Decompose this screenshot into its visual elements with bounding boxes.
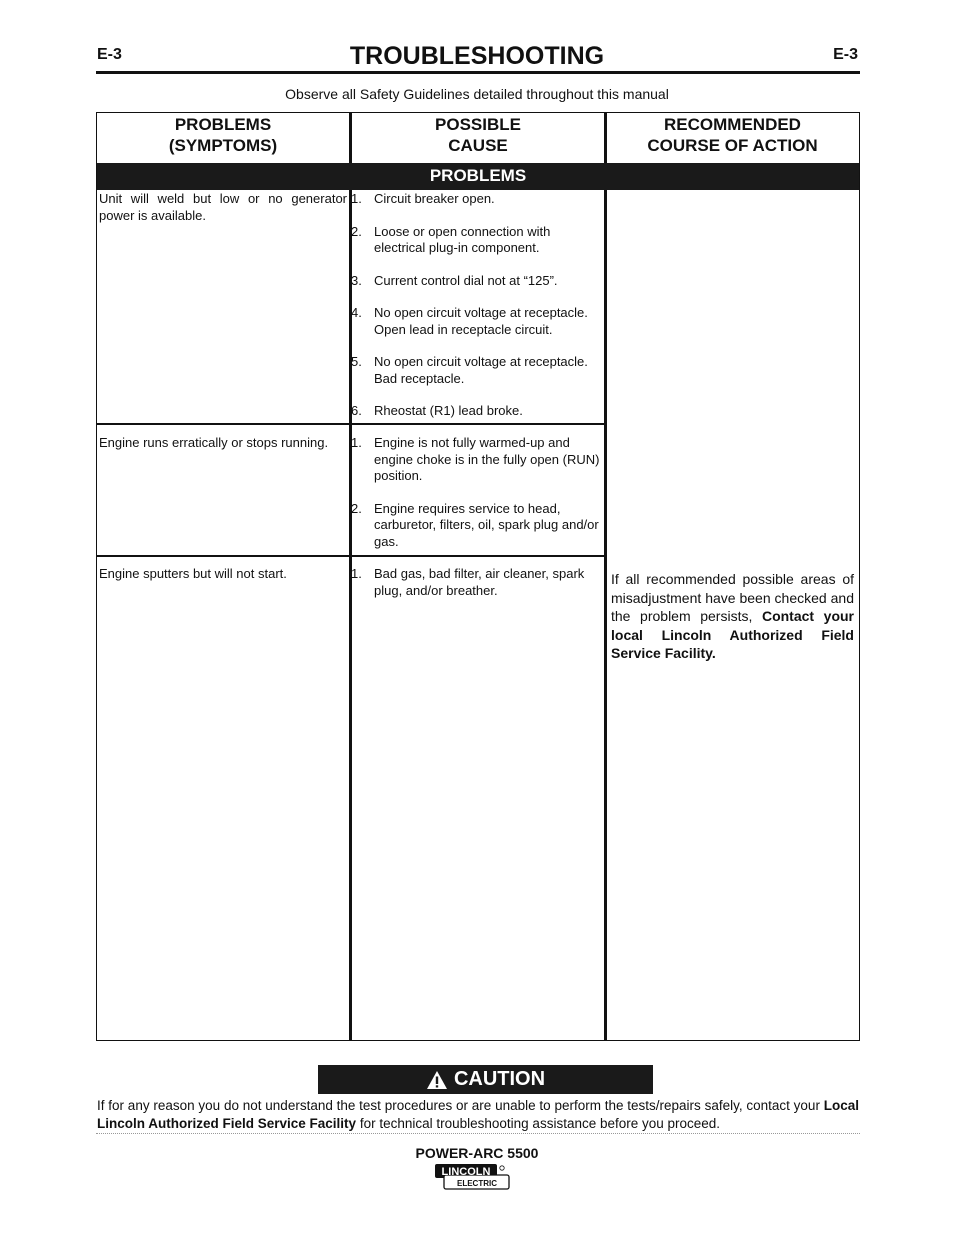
troubleshooting-table [96, 112, 860, 1041]
column-header-line: COURSE OF ACTION [647, 136, 818, 155]
cause-number: 3. [351, 272, 362, 288]
title-rule [96, 71, 860, 74]
cause-text: Bad gas, bad filter, air cleaner, spark plug, and/or breather. [374, 566, 585, 598]
cause-text: Rheostat (R1) lead broke. [374, 403, 523, 418]
recommended-action [611, 570, 854, 663]
cause-number: 1. [351, 435, 362, 450]
logo-line1: LINCOLN [441, 1166, 491, 1178]
column-divider [604, 113, 607, 1040]
column-header-line: (SYMPTOMS) [168, 136, 278, 155]
page-code-right: E-3 [833, 46, 858, 63]
cause-text: No open circuit voltage at receptacle. Open lead in receptacle circuit. [374, 305, 588, 337]
column-header-line: PROBLEMS [174, 115, 272, 134]
row-divider [97, 423, 606, 425]
model-name: POWER-ARC 5500 [415, 1145, 539, 1161]
cause-item [351, 435, 603, 485]
cause-number: 1. [351, 566, 362, 581]
cause-item [351, 354, 603, 387]
cause-item [351, 501, 603, 551]
page-title: TROUBLESHOOTING [349, 42, 605, 70]
column-header-line: CAUSE [448, 136, 508, 155]
cause-text: Loose or open connection with electrical plug-in component. [374, 223, 551, 255]
caution-banner [318, 1065, 653, 1094]
cause-item [351, 273, 603, 290]
symptom-text: Unit will weld but low or no generator power is available. [99, 191, 347, 223]
cause-text: Circuit breaker open. [374, 191, 495, 206]
column-header-cause [352, 113, 604, 164]
row-divider [97, 555, 606, 557]
cause-item [351, 305, 603, 338]
lincoln-electric-logo-icon [434, 1163, 510, 1190]
cause-text: Engine is not fully warmed-up and engine choke is in the fully open (RUN) position. [374, 435, 600, 483]
action-text: If all recommended possible areas of misadjustment have been checked and the problem persists, [611, 571, 854, 624]
warning-triangle-icon [426, 1070, 448, 1090]
cause-number: 2. [351, 500, 362, 516]
column-header-action [607, 113, 858, 164]
column-header-problems [97, 113, 349, 164]
page-code-left: E-3 [97, 46, 122, 63]
action-contact: Contact your local Lincoln Authorized Field Service Facility. [611, 608, 854, 661]
cause-item [351, 403, 603, 420]
footer-divider [96, 1133, 860, 1134]
caution-text-part: If for any reason you do not understand the test procedures or are unable to perform the tests/repairs safely, contact your [97, 1098, 820, 1113]
cause-item [351, 566, 603, 599]
symptom-text: Engine sputters but will not start. [99, 566, 287, 581]
cause-number: 1. [351, 191, 362, 206]
cause-item [351, 224, 603, 257]
cause-number: 2. [351, 223, 362, 239]
caution-text [97, 1097, 859, 1133]
cause-item [351, 191, 603, 208]
cause-number: 5. [351, 354, 362, 369]
cause-list [351, 566, 603, 615]
cause-text: Current control dial not at “125”. [374, 272, 558, 288]
safety-note: Observe all Safety Guidelines detailed throughout this manual [285, 86, 669, 102]
column-header-line: RECOMMENDED [664, 115, 801, 134]
logo-line2: ELECTRIC [457, 1179, 497, 1188]
cause-number: 6. [351, 403, 362, 418]
section-label: PROBLEMS [429, 166, 527, 185]
symptom-text: Engine runs erratically or stops running. [99, 435, 329, 450]
caution-text-part: for technical troubleshooting assistance before you proceed. [359, 1116, 721, 1131]
cause-list [351, 191, 603, 436]
cause-list [351, 435, 603, 566]
cause-text: No open circuit voltage at receptacle. Bad receptacle. [374, 354, 588, 386]
cause-number: 4. [351, 305, 362, 320]
caution-label: CAUTION [453, 1068, 546, 1090]
column-header-line: POSSIBLE [435, 115, 521, 134]
cause-text: Engine requires service to head, carburetor, filters, oil, spark plug and/or gas. [374, 500, 599, 549]
caution-contact: Local Lincoln Authorized Field Service Facility [97, 1098, 859, 1131]
